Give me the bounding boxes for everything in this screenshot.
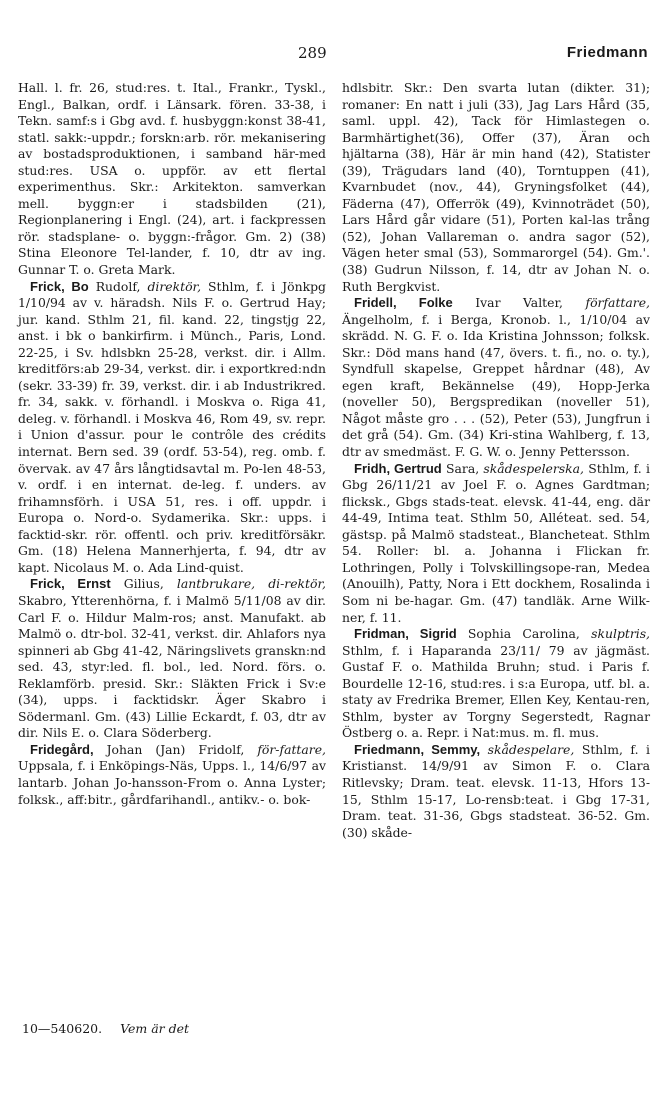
entry-given-names: Rudolf, [95, 278, 141, 294]
footer-signature: Vem är det [120, 1021, 190, 1036]
page-footer [22, 1021, 189, 1036]
entry-name: Fridman, Sigrid [354, 626, 457, 642]
entry-text: hdlsbitr. Skr.: Den svarta lutan (dikter. 31); romaner: En natt i juli (33), Jag Lars Hård (35, saml. uppl. 42), Tack för Himlastegen o. Barmhärtighet(36), Offer (37), Äran och hjältarna (38), Här är min hand (42), Statister (39), Trägudars land (40), Torntuppen (41), Kvarnbudet (nov., 44), Gryningsfolket (44), Fäderna (47), Offerrök (49), Kvinnoträdet (50), Lars Hård går vidare (51), Porten kal-las trång (52), Johan Vallareman o. andra sagor (52), Vägen heter smal (53), Sommarorgel (54). Gm.'.(38) Gudrun Nilsson, f. 14, dtr av Johan N. o. Ruth Bergkvist. [342, 80, 650, 294]
entry-given-names: Sophia Carolina, [467, 626, 580, 642]
left-column [18, 80, 326, 808]
entry-name: Friedmann, Semmy, [354, 741, 481, 757]
entry-text: Uppsala, f. i Enköpings-Näs, Upps. l., 14/6/97 av lantarb. Johan Jo-hansson-From o. Anna Lyster; folksk., aff:bitr., gårdfarihandl., antikv.- o. bok- [18, 758, 326, 807]
biography-entry [18, 279, 326, 577]
entry-text: Hall. l. fr. 26, stud:res. t. Ital., Frankr., Tyskl., Engl., Balkan, ordf. i Länsark. fören. 33-38, i Tekn. samf:s i Gbg avd. f. husbyggn:konst 38-41, statl. sakk:-uppdr.; forskn:arb. rör. mekanisering av bostadsproduktionen, i samband här-med stud:res. USA o. uppför. av ett flertal experimenthus. Skr.: Arkitekton. samverkan mell. byggn:er i stadsbilden (21), Regionplanering i Engl. (24), art. i fackpressen rör. stadsplane- o. byggn:-frågor. Gm. 2) (38) Stina Eleonore Tel-lander, f. 10, dtr av ing. Gunnar T. o. Greta Mark. [18, 80, 326, 278]
biography-entry [342, 80, 650, 295]
right-column [342, 80, 650, 841]
entry-occupation: direktör, [147, 278, 202, 294]
entry-text: Sthlm, f. i Kristianst. 14/9/91 av Simon F. o. Clara Ritlevsky; Dram. teat. elevsk. 11-13, Hfors 13-15, Sthlm 15-17, Lo-rensb:teat. i Gbg 17-31, Dram. teat. 31-36, Gbgs stadsteat. 36-52. Gm. (30) skåde- [342, 741, 650, 840]
biography-entry [18, 576, 326, 741]
entry-name: Frick, Bo [30, 278, 89, 294]
entry-text: Sthlm, f. i Gbg 26/11/21 av Joel F. o. Agnes Gardtman; flicksk., Gbgs stads-teat. elevsk. 41-44, eng. där 44-49, Intima teat. Sthlm 50, Alléteat. sed. 54, gästsp. på Malmö stadsteat., Blancheteat. Sthlm 54. Roller: bl. a. Johanna i Flickan fr. Lothringen, Polly i Tolvskillingsope-ran, Medea (Anouilh), Patty, Nora i Ett dockhem, Rosalinda i Som ni be-hagar. Gm. (47) tandläk. Arne Wilk-ner, f. 11. [342, 460, 650, 625]
biography-entry [342, 295, 650, 460]
entry-occupation: författare, [585, 295, 650, 311]
biography-entry [342, 742, 650, 841]
printer-mark: 10—540620. [22, 1021, 103, 1036]
entry-occupation: skådespelare, [487, 741, 575, 757]
entry-text: Skabro, Ytterenhörna, f. i Malmö 5/11/08 av dir. Carl F. o. Hildur Malm-ros; anst. Manufakt. ab Malmö o. dtr-bol. 32-41, verkst. dir. Ahlafors nya spinneri ab Gbg 41-42, Näringslivets granskn:nd sed. 43, styr:led. fl. bol., led. Nord. förs. o. Reklamförb. presid. Skr.: Släkten Frick i Sv:e (34), upps. i facktidskr. Äger Skabro i Södermanl. Gm. (43) Lillie Eckardt, f. 03, dtr av dir. Nils E. o. Clara Söderberg. [18, 592, 326, 741]
entry-name: Fridell, Folke [354, 295, 453, 311]
entry-occupation: lantbrukare, di-rektör, [176, 576, 326, 592]
biography-entry [342, 626, 650, 742]
entry-name: Fridegård, [30, 741, 94, 757]
entry-given-names: Ivar Valter, [475, 295, 563, 311]
entry-text: Ängelholm, f. i Berga, Kronob. l., 1/10/04 av skrädd. N. G. F. o. Ida Kristina Johnsson; folksk. Skr.: Död mans hand (47, övers. t. fi., no. o. ty.), Syndfull skapelse, Greppet hårdnar (48), Av egen kraft, Bekännelse (49), Hopp-Jerka (noveller 50), Bergspredikan (noveller 51), Något måste gro . . . (52), Peter (53), Jungfrun i det grå (54). Gm. (34) Kri-stina Wahlberg, f. 13, dtr av smedmäst. F. G. W. o. Jenny Pettersson. [342, 311, 650, 460]
entry-given-names: Gilius, [123, 576, 164, 592]
entry-given-names: Johan (Jan) Fridolf, [106, 741, 245, 757]
biography-entry [342, 461, 650, 626]
entry-name: Frick, Ernst [30, 576, 111, 592]
running-head: Friedmann [566, 44, 648, 61]
entry-text: Sthlm, f. i Jönkpg 1/10/94 av v. häradsh. Nils F. o. Gertrud Hay; jur. kand. Sthlm 21, fil. kand. 22, tingstjg 22, anst. i bk o bankirfirm. i Münch., Paris, Lond. 22-25, i Sv. hdlsbkn 25-28, verkst. dir. i Allm. kreditförs:ab 29-34, verkst. dir. i exportkred:ndn (sekr. 33-39) fr. 39, verkst. dir. i ab Industrikred. fr. 34, sakk. v. förhandl. i Moskva o. Riga 41, deleg. v. förhandl. i Moskva 46, Rom 49, sv. repr. i Union d'assur. pour le contrôle des crédits internat. Bern sed. 39 (ordf. 53-54), reg. omb. f. övervak. av 47 års långtidsavtal m. Po-len 48-53, v. ordf. i en internat. de-leg. f. unders. av frihamnsförh. i USA 51, res. i off. uppdr. i Europa o. Nord-o. Sydamerika. Skr.: upps. i facktid-skr. rör. offentl. och priv. kreditförsäkr. Gm. (18) Helena Mannerhjerta, f. 94, dtr av kapt. Nicolaus M. o. Ada Lind-quist. [18, 278, 326, 575]
biography-entry [18, 742, 326, 808]
entry-text: Sthlm, f. i Haparanda 23/11/ 79 av jägmäst. Gustaf F. o. Mathilda Bruhn; stud. i Paris f. Bourdelle 12-16, stud:res. i s:a Europa, utf. bl. a. staty av Fredrika Bremer, Ellen Key, Kentau-ren, Sthlm, byster av Torgny Segerstedt, Ragnar Östberg o. a. Repr. i Nat:mus. m. fl. mus. [342, 642, 650, 741]
page-header [0, 44, 672, 70]
entry-occupation: för-fattare, [257, 741, 326, 757]
page-number: 289 [298, 44, 327, 62]
biography-entry [18, 80, 326, 279]
entry-occupation: skådespelerska, [483, 460, 584, 476]
entry-occupation: skulptris, [591, 626, 650, 642]
entry-name: Fridh, Gertrud [354, 460, 442, 476]
entry-given-names: Sara, [446, 460, 480, 476]
